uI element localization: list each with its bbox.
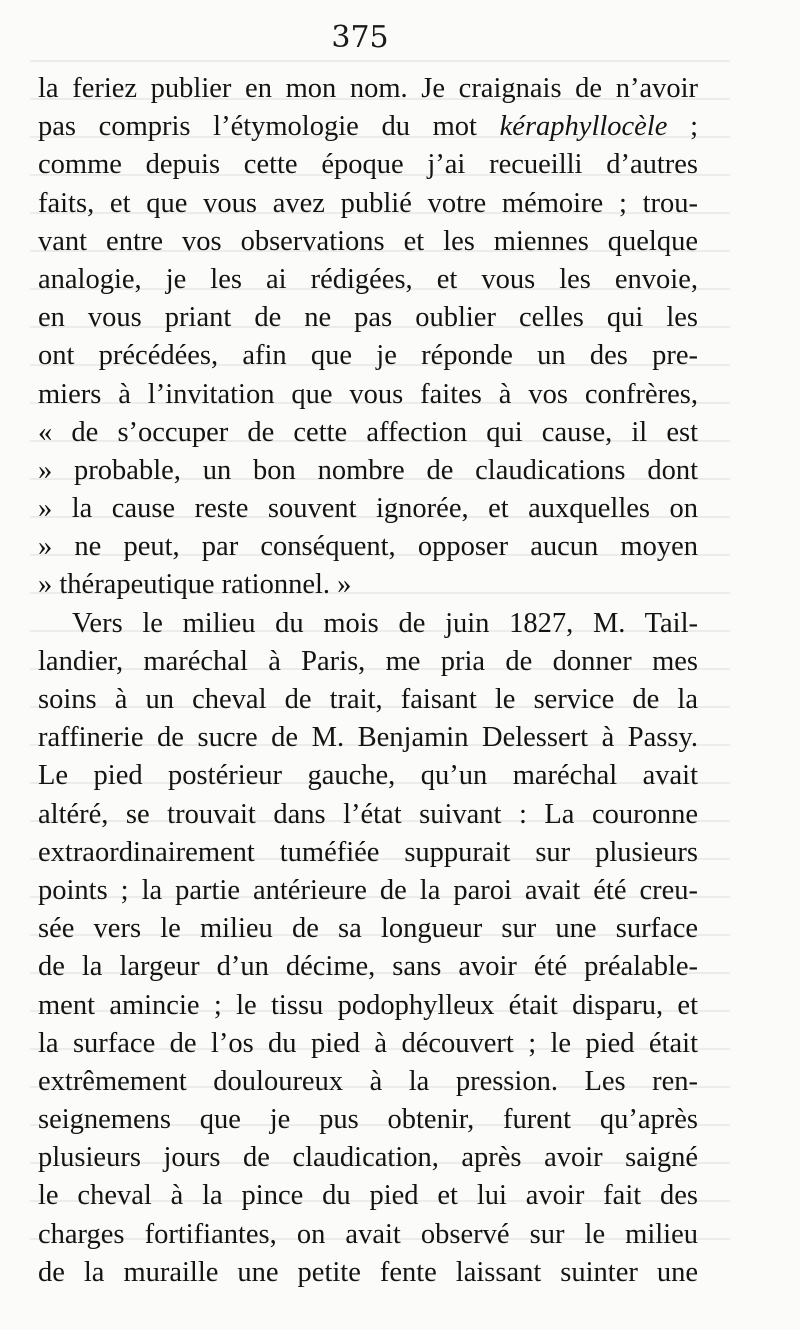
text-line: soins à un cheval de trait, faisant le service de la xyxy=(38,684,698,715)
text-line: charges fortifiantes, on avait observé sur le milieu xyxy=(38,1218,698,1250)
text-line: » la cause reste souvent ignorée, et auxquelles on xyxy=(38,493,698,525)
text-line: extraordinairement tuméfiée suppurait sur plusieurs xyxy=(38,836,698,868)
text-line: Vers le milieu du mois de juin 1827, M. Tail- xyxy=(72,607,698,639)
text-line: Le pied postérieur gauche, qu’un maréchal avait xyxy=(38,760,698,792)
text-line: extrêmement douloureux à la pression. Les ren- xyxy=(38,1065,698,1097)
text-line: de la muraille une petite fente laissant suinter une xyxy=(38,1256,698,1288)
text-line: comme depuis cette époque j’ai recueilli d’autres xyxy=(38,149,698,181)
text-line: ment amincie ; le tissu podophylleux était disparu, et xyxy=(38,989,698,1021)
text-line: vant entre vos observations et les miennes quelque xyxy=(38,225,698,257)
text-line: raffinerie de sucre de M. Benjamin Delessert à Passy. xyxy=(38,722,698,754)
text-line: sée vers le milieu de sa longueur sur une surface xyxy=(38,913,698,945)
body-text xyxy=(38,70,698,1292)
text-line: « de s’occuper de cette affection qui cause, il est xyxy=(38,416,698,448)
text-line: » probable, un bon nombre de claudications dont xyxy=(38,454,698,486)
text-line: en vous priant de ne pas oublier celles qui les xyxy=(38,302,698,334)
text-line: la surface de l’os du pied à découvert ; le pied était xyxy=(38,1027,698,1059)
text-line: miers à l’invitation que vous faites à vos confrères, xyxy=(38,378,698,410)
text-line: ont précédées, afin que je réponde un des pre- xyxy=(38,340,698,372)
text-line: le cheval à la pince du pied et lui avoir fait des xyxy=(38,1180,698,1212)
text-line: de la largeur d’un décime, sans avoir été préalable- xyxy=(38,951,698,983)
italic-term: kéraphyllocèle xyxy=(499,111,668,143)
text-line: analogie, je les ai rédigées, et vous les envoie, xyxy=(38,263,698,295)
text-line: seignemens que je pus obtenir, furent qu’après xyxy=(38,1104,698,1136)
text-line: pas compris l’étymologie du mot kéraphyllocèle ; xyxy=(38,111,698,143)
text-line: landier, maréchal à Paris, me pria de donner mes xyxy=(38,645,698,677)
text-line: » thérapeutique rationnel. » xyxy=(38,569,352,601)
text-line: altéré, se trouvait dans l’état suivant : La couronne xyxy=(38,798,698,830)
page-number: 375 xyxy=(331,20,389,55)
text-line: » ne peut, par conséquent, opposer aucun moyen xyxy=(38,531,698,563)
text-line: points ; la partie antérieure de la paroi avait été creu- xyxy=(38,874,698,906)
text-line: plusieurs jours de claudication, après avoir saigné xyxy=(38,1142,698,1174)
text-line: la feriez publier en mon nom. Je craignais de n’avoir xyxy=(38,73,698,104)
text-line: faits, et que vous avez publié votre mémoire ; trou- xyxy=(38,187,698,219)
